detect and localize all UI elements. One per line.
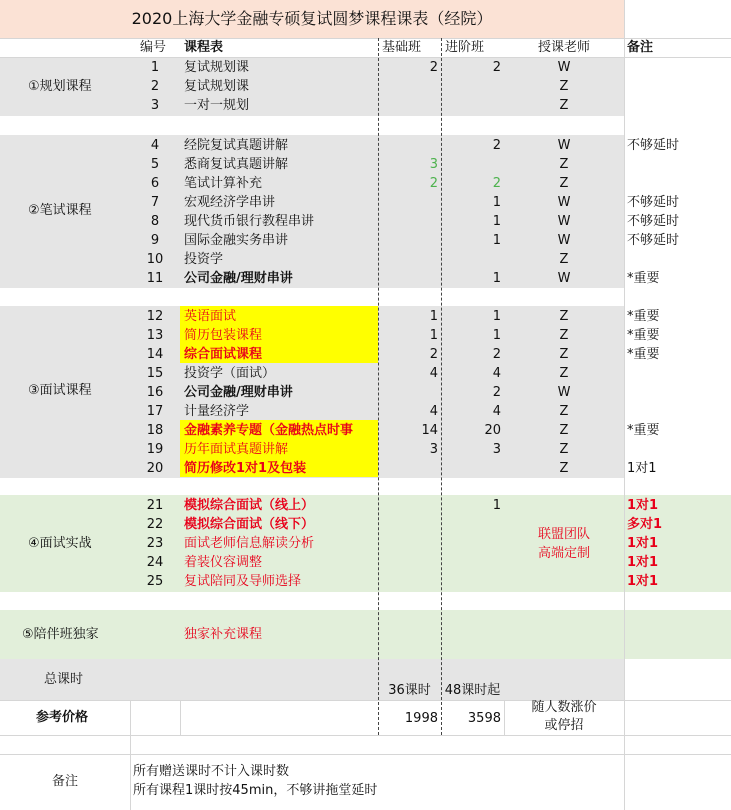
row-advanced-hours: 1 xyxy=(492,498,501,513)
row-number: 25 xyxy=(146,574,164,589)
row-basic-hours: 4 xyxy=(429,366,438,381)
row-teacher: Z xyxy=(559,423,569,438)
row-note: 不够延时 xyxy=(627,214,680,229)
row-number: 7 xyxy=(150,195,160,210)
row-teacher: Z xyxy=(559,79,569,94)
row-teacher: Z xyxy=(559,157,569,172)
row-number: 16 xyxy=(146,385,164,400)
row-number: 1 xyxy=(150,60,160,75)
price-basic: 1998 xyxy=(404,711,438,726)
row-number: 14 xyxy=(146,347,164,362)
section-interview-label: ③面试课程 xyxy=(28,383,92,398)
header-basic: 基础班 xyxy=(382,40,422,55)
row-number: 8 xyxy=(150,214,160,229)
header-course: 课程表 xyxy=(184,40,224,55)
row-course-name: 现代货币银行教程串讲 xyxy=(184,214,315,229)
row-teacher: W xyxy=(557,195,571,210)
row-course-name: 国际金融实务串讲 xyxy=(184,233,289,248)
row-advanced-hours: 1 xyxy=(492,271,501,286)
row-course-name: 复试规划课 xyxy=(184,79,250,94)
row-note: *重要 xyxy=(627,309,660,324)
exclusive-course: 独家补充课程 xyxy=(184,627,263,642)
row-teacher: W xyxy=(557,385,571,400)
row-course-name: 简历修改1对1及包装 xyxy=(184,461,307,476)
row-note: 不够延时 xyxy=(627,138,680,153)
row-number: 19 xyxy=(146,442,164,457)
row-advanced-hours: 4 xyxy=(492,404,501,419)
row-course-name: 经院复试真题讲解 xyxy=(184,138,289,153)
row-teacher: W xyxy=(557,60,571,75)
row-number: 18 xyxy=(146,423,164,438)
row-teacher: Z xyxy=(559,252,569,267)
row-advanced-hours: 1 xyxy=(492,195,501,210)
row-note: *重要 xyxy=(627,347,660,362)
row-number: 24 xyxy=(146,555,164,570)
row-teacher: W xyxy=(557,233,571,248)
row-advanced-hours: 1 xyxy=(492,233,501,248)
row-advanced-hours: 2 xyxy=(492,176,501,191)
row-basic-hours: 4 xyxy=(429,404,438,419)
remarks-label: 备注 xyxy=(52,774,79,789)
row-course-name: 简历包装课程 xyxy=(184,328,263,343)
row-number: 6 xyxy=(150,176,160,191)
row-number: 23 xyxy=(146,536,164,551)
row-number: 4 xyxy=(150,138,160,153)
row-course-name: 宏观经济学串讲 xyxy=(184,195,276,210)
row-basic-hours: 1 xyxy=(429,309,438,324)
row-course-name: 复试陪同及导师选择 xyxy=(184,574,302,589)
row-teacher: W xyxy=(557,214,571,229)
row-course-name: 模拟综合面试（线下） xyxy=(184,517,315,532)
row-advanced-hours: 1 xyxy=(492,328,501,343)
row-note: 不够延时 xyxy=(627,195,680,210)
price-advanced: 3598 xyxy=(467,711,501,726)
row-course-name: 综合面试课程 xyxy=(184,347,263,362)
row-teacher: Z xyxy=(559,366,569,381)
remarks-line1: 所有赠送课时不计入课时数 xyxy=(133,764,290,779)
row-advanced-hours: 4 xyxy=(492,366,501,381)
row-course-name: 历年面试真题讲解 xyxy=(184,442,289,457)
row-basic-hours: 3 xyxy=(429,157,438,172)
section-written-label: ②笔试课程 xyxy=(28,203,92,218)
row-number: 17 xyxy=(146,404,164,419)
row-course-name: 一对一规划 xyxy=(184,98,250,113)
row-course-name: 投资学（面试） xyxy=(184,366,276,381)
total-advanced: 48课时起 xyxy=(444,683,501,698)
row-note: 1对1 xyxy=(627,498,659,513)
row-course-name: 金融素养专题（金融热点时事 xyxy=(184,423,354,438)
row-course-name: 悉商复试真题讲解 xyxy=(184,157,289,172)
row-number: 21 xyxy=(146,498,164,513)
row-course-name: 复试规划课 xyxy=(184,60,250,75)
row-note: *重要 xyxy=(627,423,660,438)
price-label: 参考价格 xyxy=(36,710,89,725)
row-note: *重要 xyxy=(627,328,660,343)
row-number: 2 xyxy=(150,79,160,94)
remarks-line2: 所有课程1课时按45min，不够讲拖堂延时 xyxy=(133,783,378,798)
row-number: 15 xyxy=(146,366,164,381)
row-advanced-hours: 3 xyxy=(492,442,501,457)
row-number: 13 xyxy=(146,328,164,343)
row-course-name: 笔试计算补充 xyxy=(184,176,263,191)
header-advanced: 进阶班 xyxy=(445,40,485,55)
row-number: 9 xyxy=(150,233,160,248)
row-teacher: Z xyxy=(559,442,569,457)
header-note: 备注 xyxy=(627,40,654,55)
row-basic-hours: 1 xyxy=(429,328,438,343)
row-advanced-hours: 2 xyxy=(492,347,501,362)
row-number: 5 xyxy=(150,157,160,172)
row-basic-hours: 2 xyxy=(429,176,438,191)
total-basic: 36课时 xyxy=(388,683,431,698)
section5-bg xyxy=(0,610,731,659)
row-teacher: W xyxy=(557,138,571,153)
row-course-name: 公司金融/理财串讲 xyxy=(184,385,293,400)
practice-teacher-line2: 高端定制 xyxy=(537,546,590,561)
header-num: 编号 xyxy=(140,40,167,55)
row-note: 1对1 xyxy=(627,555,659,570)
row-course-name: 公司金融/理财串讲 xyxy=(184,271,293,286)
section-planning-label: ①规划课程 xyxy=(28,79,92,94)
row-number: 3 xyxy=(150,98,160,113)
row-advanced-hours: 20 xyxy=(484,423,501,438)
practice-teacher-line1: 联盟团队 xyxy=(537,527,590,542)
section-practice-label: ④面试实战 xyxy=(28,536,92,551)
price-teacher-line2: 或停招 xyxy=(544,718,584,733)
row-teacher: W xyxy=(557,271,571,286)
row-course-name: 投资学 xyxy=(184,252,224,267)
row-number: 11 xyxy=(146,271,164,286)
row-teacher: Z xyxy=(559,404,569,419)
row-teacher: Z xyxy=(559,347,569,362)
row-teacher: Z xyxy=(559,176,569,191)
row-advanced-hours: 2 xyxy=(492,60,501,75)
price-teacher-line1: 随人数涨价 xyxy=(531,700,597,715)
total-bg xyxy=(0,659,624,700)
row-number: 22 xyxy=(146,517,164,532)
row-basic-hours: 14 xyxy=(421,423,438,438)
row-advanced-hours: 2 xyxy=(492,385,501,400)
header-teacher: 授课老师 xyxy=(537,40,590,55)
row-note: 多对1 xyxy=(627,517,663,532)
row-note: 1对1 xyxy=(627,536,659,551)
row-note: 1对1 xyxy=(627,461,657,476)
row-number: 12 xyxy=(146,309,164,324)
total-label: 总课时 xyxy=(44,672,84,687)
row-course-name: 计量经济学 xyxy=(184,404,250,419)
row-advanced-hours: 1 xyxy=(492,214,501,229)
row-teacher: Z xyxy=(559,309,569,324)
row-note: 不够延时 xyxy=(627,233,680,248)
row-basic-hours: 2 xyxy=(429,60,438,75)
row-advanced-hours: 2 xyxy=(492,138,501,153)
row-basic-hours: 2 xyxy=(429,347,438,362)
row-note: 1对1 xyxy=(627,574,659,589)
section-exclusive-label: ⑤陪伴班独家 xyxy=(22,627,99,642)
row-course-name: 英语面试 xyxy=(184,309,237,324)
row-teacher: Z xyxy=(559,98,569,113)
page-title: 2020上海大学金融专硕复试圆梦课程课表（经院） xyxy=(131,10,493,28)
row-teacher: Z xyxy=(559,328,569,343)
row-note: *重要 xyxy=(627,271,660,286)
row-advanced-hours: 1 xyxy=(492,309,501,324)
row-course-name: 面试老师信息解读分析 xyxy=(184,536,315,551)
row-teacher: Z xyxy=(559,461,569,476)
row-course-name: 模拟综合面试（线上） xyxy=(184,498,315,513)
row-basic-hours: 3 xyxy=(429,442,438,457)
row-number: 10 xyxy=(146,252,164,267)
row-course-name: 着装仪容调整 xyxy=(184,555,263,570)
row-number: 20 xyxy=(146,461,164,476)
